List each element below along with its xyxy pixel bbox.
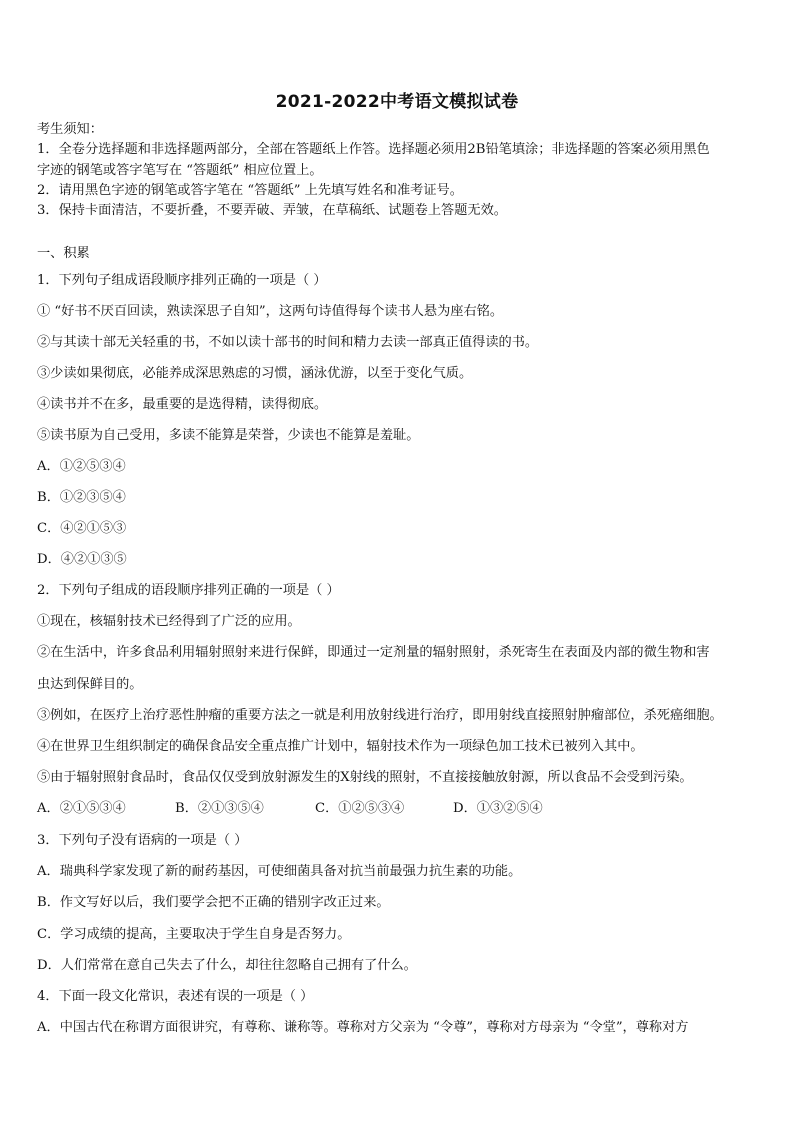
- question-stem: 2．下列句子组成的语段顺序排列正确的一项是（ ）: [37, 583, 340, 598]
- answer-option[interactable]: B．②①③⑤④: [175, 801, 264, 816]
- answer-option[interactable]: A．瑞典科学家发现了新的耐药基因，可使细菌具备对抗当前最强力抗生素的功能。: [37, 864, 522, 879]
- question-stem: 1．下列句子组成语段顺序排列正确的一项是（ ）: [37, 273, 327, 288]
- question-sentence: ②与其读十部无关轻重的书，不如以读十部书的时间和精力去读一部真正值得读的书。: [37, 335, 539, 350]
- question-sentence: ④读书并不在多，最重要的是选得精，读得彻底。: [37, 397, 328, 412]
- answer-option[interactable]: C．学习成绩的提高，主要取决于学生自身是否努力。: [37, 927, 351, 942]
- question-stem: 4．下面一段文化常识，表述有误的一项是（ ）: [37, 989, 314, 1004]
- question-sentence: ⑤读书原为自己受用，多读不能算是荣誉，少读也不能算是羞耻。: [37, 428, 420, 443]
- notice-item: 字迹的钢笔或答字笔写在 “答题纸” 相应位置上。: [37, 163, 323, 178]
- answer-option[interactable]: B．①②③⑤④: [37, 490, 126, 505]
- answer-option[interactable]: B．作文写好以后，我们要学会把不正确的错别字改正过来。: [37, 895, 390, 910]
- question-sentence: ④在世界卫生组织制定的确保食品安全重点推广计划中，辐射技术作为一项绿色加工技术已被列入其中。: [37, 739, 644, 754]
- answer-option[interactable]: D．人们常常在意自己失去了什么，却往往忽略自己拥有了什么。: [37, 958, 417, 973]
- question-sentence: ③少读如果彻底，必能养成深思熟虑的习惯，涵泳优游，以至于变化气质。: [37, 366, 473, 381]
- notice-item: 3．保持卡面清洁，不要折叠，不要弄破、弄皱，在草稿纸、试题卷上答题无效。: [37, 203, 507, 218]
- question-sentence: ①现在，核辐射技术已经得到了广泛的应用。: [37, 614, 301, 629]
- notice-heading: 考生须知：: [37, 122, 103, 137]
- answer-option[interactable]: A．中国古代在称谓方面很讲究，有尊称、谦称等。尊称对方父亲为 “令尊”，尊称对方母亲为 “令堂”，尊称对方: [37, 1020, 689, 1035]
- notice-item: 2．请用黑色字迹的钢笔或答字笔在 “答题纸” 上先填写姓名和准考证号。: [37, 183, 463, 198]
- question-sentence: ③例如，在医疗上治疗恶性肿瘤的重要方法之一就是利用放射线进行治疗，即用射线直接照射肿瘤部位，杀死癌细胞。: [37, 708, 723, 723]
- notice-item: 1．全卷分选择题和非选择题两部分，全部在答题纸上作答。选择题必须用2B铅笔填涂；非选择题的答案必须用黑色: [37, 142, 710, 157]
- page-title: 2021-2022中考语文模拟试卷: [275, 92, 519, 112]
- question-sentence: ① “好书不厌百回读，熟读深思子自知”，这两句诗值得每个读书人悬为座右铭。: [37, 304, 504, 319]
- answer-option[interactable]: D．④②①③⑤: [37, 552, 127, 567]
- answer-option[interactable]: A．②①⑤③④: [37, 801, 126, 816]
- answer-option[interactable]: C．①②⑤③④: [315, 801, 405, 816]
- answer-option[interactable]: C．④②①⑤③: [37, 521, 127, 536]
- question-sentence: 虫达到保鲜目的。: [37, 677, 143, 692]
- section-heading: 一、积累: [37, 246, 90, 261]
- question-sentence: ②在生活中，许多食品利用辐射照射来进行保鲜，即通过一定剂量的辐射照射，杀死寄生在表面及内部的微生物和害: [37, 645, 710, 660]
- question-stem: 3．下列句子没有语病的一项是（ ）: [37, 833, 248, 848]
- answer-option[interactable]: D．①③②⑤④: [453, 801, 543, 816]
- question-sentence: ⑤由于辐射照射食品时，食品仅仅受到放射源发生的X射线的照射，不直接接触放射源，所以食品不会受到污染。: [37, 770, 693, 785]
- answer-option[interactable]: A．①②⑤③④: [37, 459, 126, 474]
